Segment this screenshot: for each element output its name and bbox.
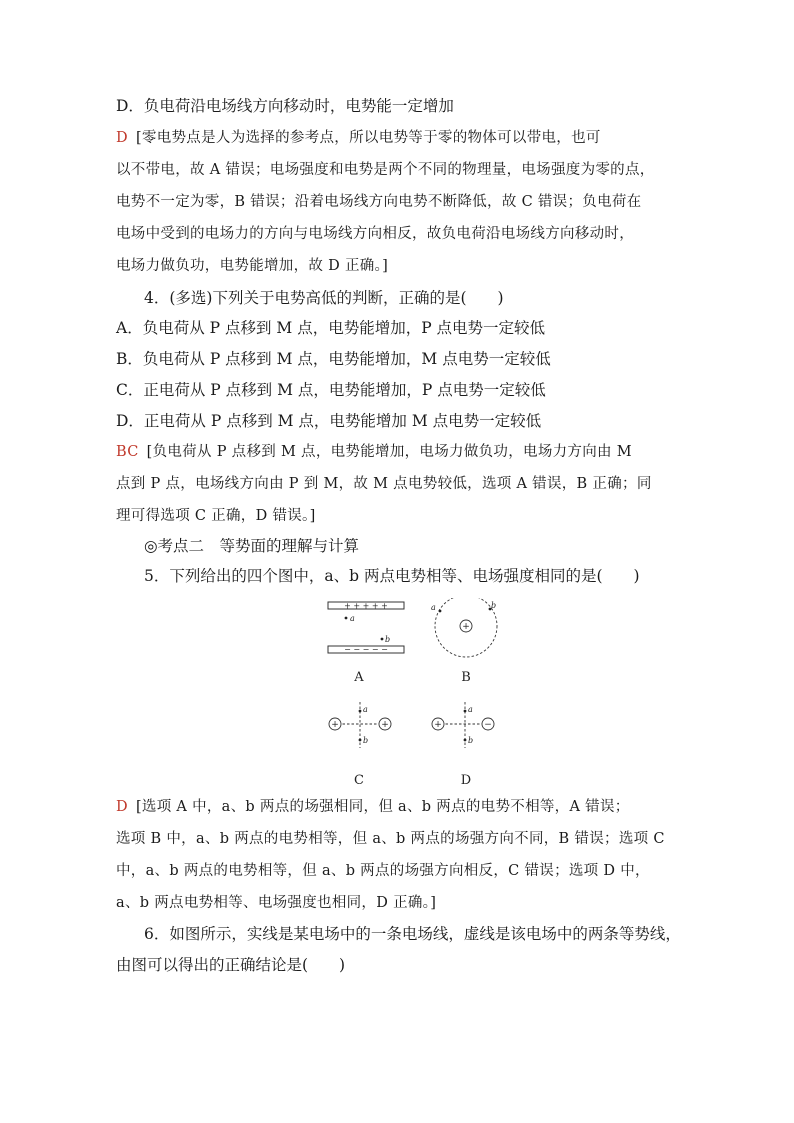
q3-option-d: D．负电荷沿电场线方向移动时，电势能一定增加 (116, 97, 454, 115)
q5-explanation-line (116, 797, 630, 817)
plus-sign: + (331, 720, 339, 730)
q5-explanation-line: 中，a、b 两点的电势相等，但 a、b 两点的场强方向相反，C 错误；选项 D 中， (116, 863, 650, 879)
q3-answer: D (116, 130, 128, 146)
point-a-dot (345, 617, 348, 620)
figure-a-label: A (354, 670, 364, 685)
point-a-dot (439, 610, 442, 613)
q4-explanation-line: 点到 P 点，电场线方向由 P 到 M，故 M 点电势较低，选项 A 错误，B 正确；同 (116, 476, 652, 492)
point-b-label: b (491, 601, 497, 610)
figure-c (329, 702, 391, 788)
q4-explanation-line: 理可得选项 C 正确，D 错误。] (116, 508, 316, 524)
point-b-dot (359, 739, 362, 742)
figure-b-label: B (461, 670, 471, 685)
positive-plate-signs: + + + + + (344, 601, 388, 611)
q4-option-a: A．负电荷从 P 点移到 M 点，电势能增加，P 点电势一定较低 (116, 319, 546, 337)
point-b-label: b (385, 635, 391, 644)
q5-answer: D (116, 799, 128, 815)
figure-a (328, 602, 404, 686)
q4-option-c: C．正电荷从 P 点移到 M 点，电势能增加，P 点电势一定较低 (116, 381, 546, 399)
point-b-dot (381, 638, 384, 641)
plus-sign: + (381, 720, 389, 730)
point-a-dot (359, 710, 362, 713)
q5-explanation-line: 选项 B 中，a、b 两点的电势相等，但 a、b 两点的场强方向不同，B 错误；选项 C (116, 831, 665, 847)
q6-stem-line: 由图可以得出的正确结论是( ) (116, 956, 346, 974)
section-heading: ◎考点二 等势面的理解与计算 (144, 537, 360, 555)
figure-d (432, 702, 494, 788)
figure-b (431, 598, 497, 685)
q5-figures-svg (318, 598, 508, 794)
q4-stem: 4．(多选)下列关于电势高低的判断，正确的是( ) (144, 289, 504, 307)
q4-answer: BC (116, 444, 139, 460)
q4-option-b: B．负电荷从 P 点移到 M 点，电势能增加，M 点电势一定较低 (116, 350, 551, 368)
q3-explanation-line: 电场力做负功，电势能增加，故 D 正确。] (116, 258, 389, 274)
point-a-dot (464, 710, 467, 713)
q5-exp-text: [选项 A 中，a、b 两点的场强相同，但 a、b 两点的电势不相等，A 错误； (135, 799, 630, 815)
negative-plate-signs: − − − − − (344, 645, 388, 654)
q4-option-d: D．正电荷从 P 点移到 M 点，电势能增加 M 点电势一定较低 (116, 412, 542, 430)
point-b-dot (464, 739, 467, 742)
q5-stem: 5．下列给出的四个图中，a、b 两点电势相等、电场强度相同的是( ) (144, 567, 640, 585)
q4-explanation-line (116, 442, 632, 462)
q5-explanation-line: a、b 两点电势相等、电场强度也相同，D 正确。] (116, 895, 437, 911)
q3-exp-text: [零电势点是人为选择的参考点，所以电势等于零的物体可以带电，也可 (135, 130, 601, 146)
q3-explanation-line (116, 128, 601, 148)
point-b-label: b (468, 736, 474, 745)
figure-d-label: D (460, 773, 472, 788)
point-a-label: a (468, 705, 473, 714)
point-a-label: a (431, 603, 436, 612)
plus-sign: + (434, 720, 442, 730)
q4-exp-text: [负电荷从 P 点移到 M 点，电势能增加，电场力做负功，电场力方向由 M (146, 444, 632, 460)
minus-sign: − (484, 720, 492, 730)
point-a-label: a (363, 705, 368, 714)
point-b-label: b (363, 736, 369, 745)
q3-explanation-line: 电势不一定为零，B 错误；沿着电场线方向电势不断降低，故 C 错误；负电荷在 (116, 194, 642, 210)
plus-sign: + (462, 622, 470, 632)
q5-figures (318, 598, 508, 794)
q3-explanation-line: 以不带电，故 A 错误；电场强度和电势是两个不同的物理量，电场强度为零的点， (116, 162, 655, 178)
point-a-label: a (350, 614, 355, 623)
q6-stem-line: 6．如图所示，实线是某电场中的一条电场线，虚线是该电场中的两条等势线， (144, 925, 681, 943)
q3-explanation-line: 电场中受到的电场力的方向与电场线方向相反，故负电荷沿电场线方向移动时， (116, 226, 634, 242)
figure-c-label: C (354, 773, 364, 788)
